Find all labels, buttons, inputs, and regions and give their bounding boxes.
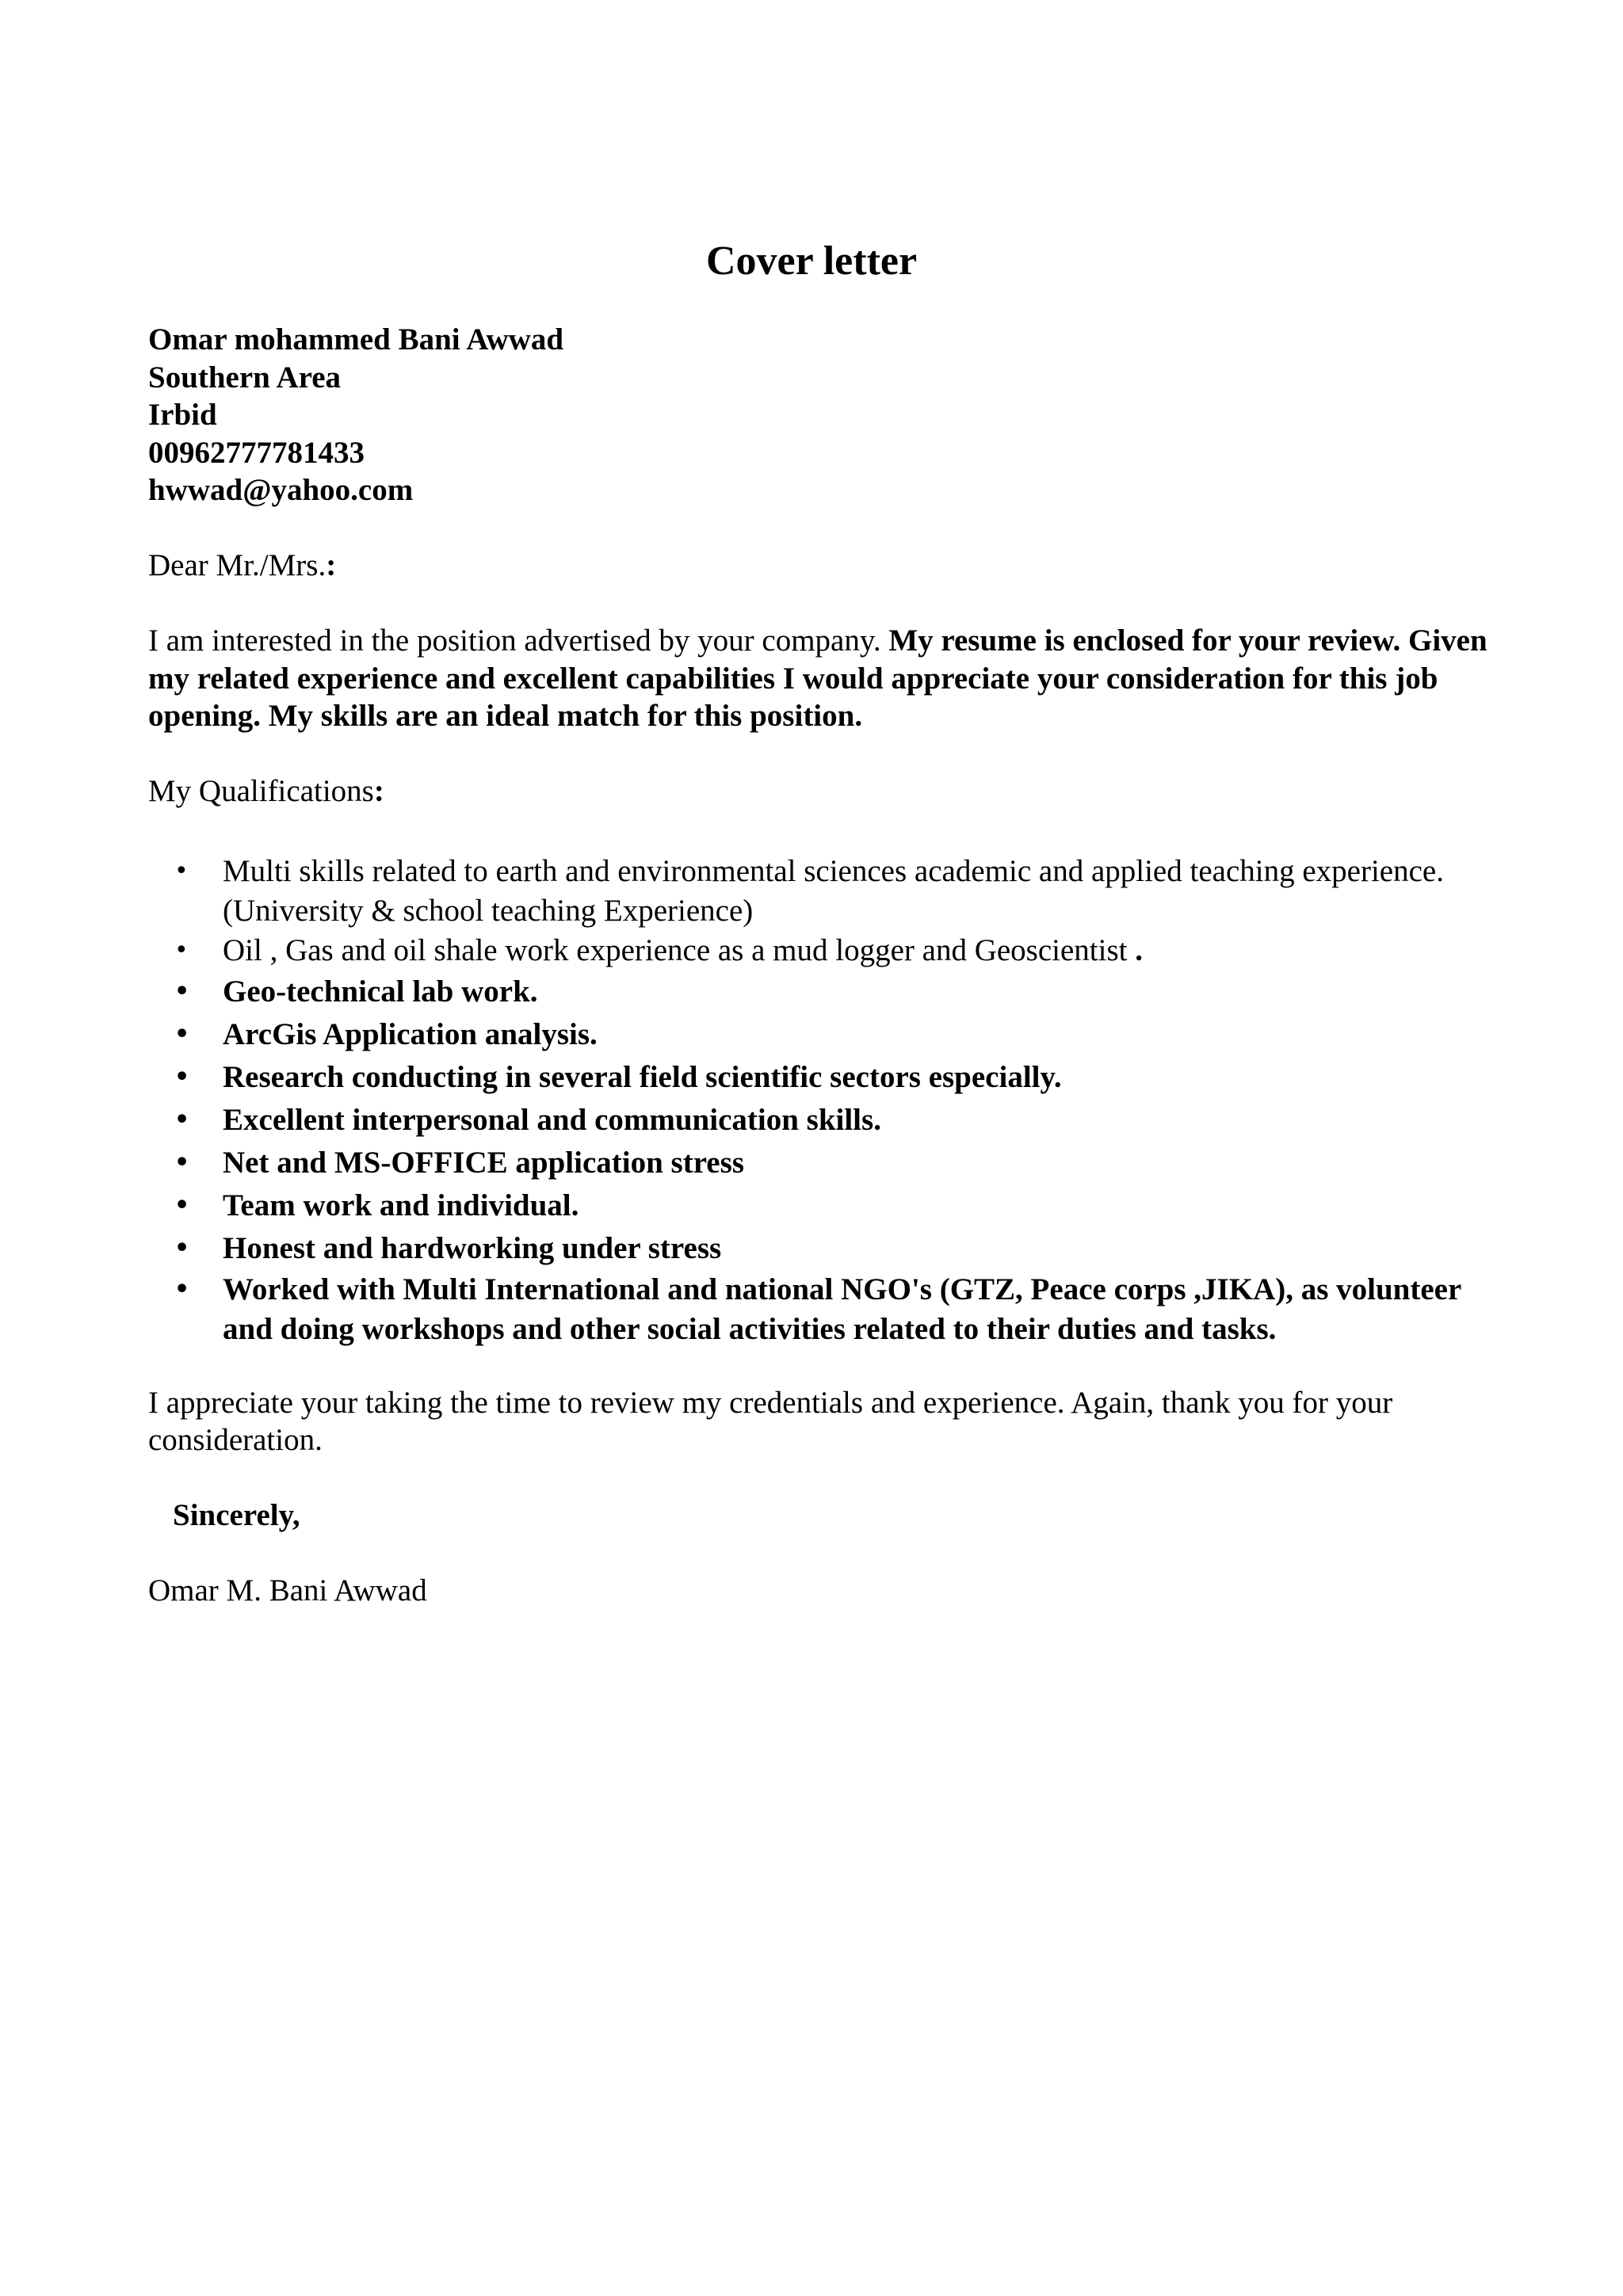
list-item — [148, 1142, 1495, 1184]
intro-bold-text: My resume is enclosed for your review. Given my related experience and excellent capabilities I would appreciate your consideration for this job opening. My skills are an ideal match for this position. — [148, 624, 1487, 733]
sender-block — [148, 321, 1495, 509]
list-item — [148, 1013, 1495, 1056]
spacer — [148, 1535, 1495, 1573]
qualification-text: Geo-technical lab work. — [223, 974, 538, 1009]
qualification-text: Multi skills related to earth and environmental sciences academic and applied teaching experience. (University & school teaching Experience) — [223, 853, 1444, 928]
signature-name: Omar M. Bani Awwad — [148, 1573, 427, 1608]
qualification-text: Team work and individual. — [223, 1188, 579, 1222]
qualification-text: Research conducting in several field scientific sectors especially. — [223, 1059, 1062, 1094]
spacer — [148, 810, 1495, 852]
list-item — [148, 1270, 1495, 1349]
sender-email: hwwad@yahoo.com — [148, 473, 414, 507]
intro-plain-text: I am interested in the position advertised by your company. — [148, 624, 889, 658]
spacer — [148, 1349, 1495, 1384]
qualification-suffix: . — [1127, 933, 1143, 967]
qualification-text: Net and MS-OFFICE application stress — [223, 1145, 744, 1180]
salutation — [148, 547, 1495, 585]
sender-phone: 00962777781433 — [148, 435, 365, 470]
bullet-icon: • — [174, 1191, 190, 1219]
spacer — [148, 1459, 1495, 1497]
bullet-icon: • — [174, 936, 189, 964]
sign-off: Sincerely, — [173, 1498, 300, 1532]
list-item — [148, 971, 1495, 1013]
salutation-colon: : — [326, 548, 337, 582]
bullet-icon: • — [174, 1275, 190, 1303]
list-item — [148, 1056, 1495, 1099]
spacer — [148, 735, 1495, 773]
bullet-icon: • — [174, 856, 189, 885]
bullet-icon: • — [174, 1062, 190, 1091]
bullet-icon: • — [174, 1234, 190, 1262]
sender-city: Irbid — [148, 398, 217, 432]
sender-name: Omar mohammed Bani Awwad — [148, 322, 564, 357]
qualification-text: Worked with Multi International and national NGO's (GTZ, Peace corps ,JIKA), as volunteer and doing workshops and other social activities related to their duties and tasks. — [223, 1272, 1461, 1346]
letter-body — [148, 321, 1495, 1610]
qualifications-heading-colon: : — [373, 774, 384, 808]
qualification-text: Oil , Gas and oil shale work experience as a mud logger and Geoscientist — [223, 933, 1128, 967]
list-item — [148, 852, 1495, 931]
bullet-icon: • — [174, 1105, 190, 1134]
bullet-icon: • — [174, 1020, 190, 1048]
bullet-icon: • — [174, 1148, 190, 1177]
qualification-text: Honest and hardworking under stress — [223, 1230, 722, 1265]
list-item — [148, 1227, 1495, 1270]
qualifications-list — [148, 852, 1495, 1349]
qualifications-heading-text: My Qualifications — [148, 774, 374, 808]
list-item — [148, 1184, 1495, 1227]
qualification-text: ArcGis Application analysis. — [223, 1016, 598, 1051]
spacer — [148, 509, 1495, 547]
intro-paragraph — [148, 622, 1495, 735]
closing-paragraph: I appreciate your taking the time to review my credentials and experience. Again, thank you for your consideration. — [148, 1385, 1393, 1457]
salutation-text: Dear Mr./Mrs. — [148, 548, 327, 582]
document-title: Cover letter — [705, 238, 918, 284]
spacer — [148, 585, 1495, 623]
list-item — [148, 1099, 1495, 1142]
list-item — [148, 931, 1495, 971]
qualifications-heading — [148, 772, 1495, 810]
qualification-text: Excellent interpersonal and communication skills. — [223, 1102, 881, 1137]
sender-area: Southern Area — [148, 360, 342, 395]
bullet-icon: • — [174, 977, 190, 1005]
